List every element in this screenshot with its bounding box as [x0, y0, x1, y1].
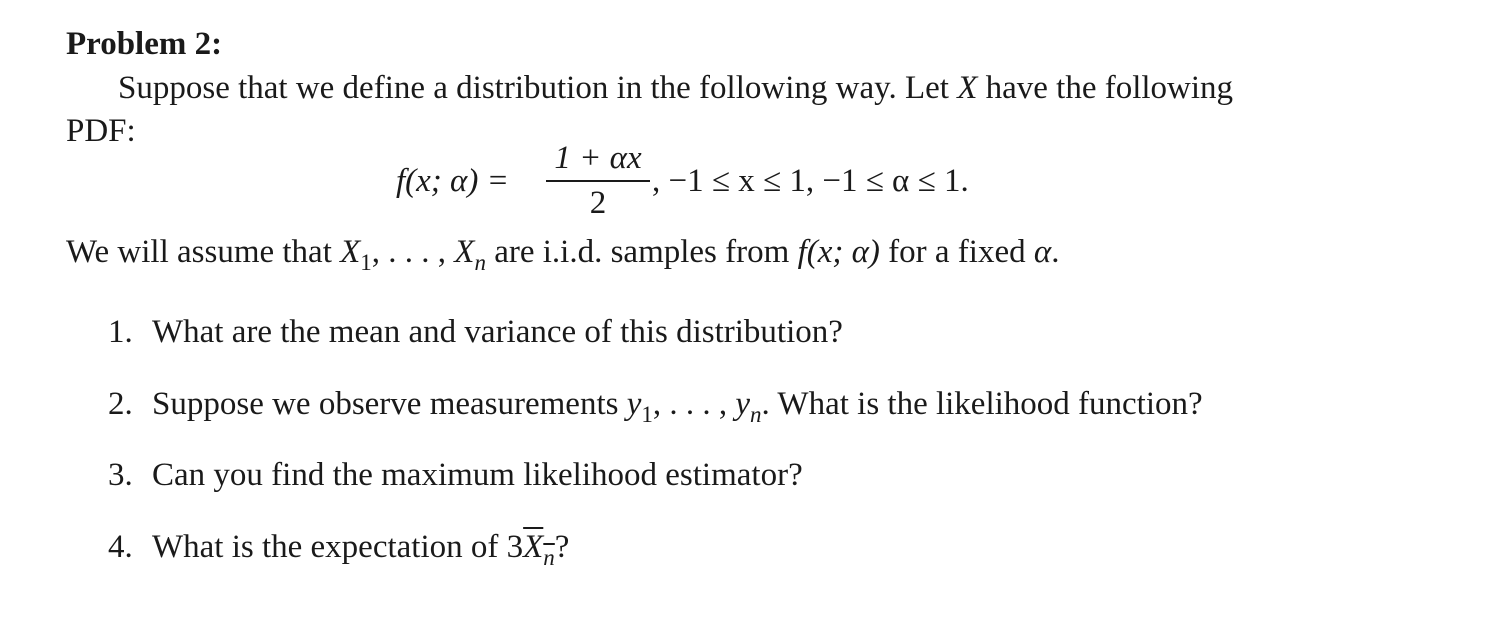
question-text-b: . What is the likelihood function?	[761, 386, 1203, 422]
question-text: What are the mean and variance of this distribution?	[152, 314, 843, 350]
variable-alpha: α	[1033, 234, 1052, 270]
equation-fraction	[546, 140, 650, 220]
equation-lhs: f(x; α) =	[396, 163, 509, 199]
question-number: 3.	[108, 457, 133, 493]
question-item-3	[108, 459, 803, 492]
question-text-a: Suppose we observe measurements	[152, 386, 627, 422]
question-text: Can you find the maximum likelihood estimator?	[152, 457, 803, 493]
question-text-a: What is the expectation of 3	[152, 529, 524, 565]
sample-mean	[523, 529, 555, 570]
question-item-1	[108, 316, 843, 349]
equation-rhs: , −1 ≤ x ≤ 1, −1 ≤ α ≤ 1.	[652, 163, 969, 199]
intro-line-1	[118, 72, 1233, 105]
pdf-reference: f(x; α)	[797, 234, 880, 270]
variable-x-bar: X	[523, 529, 544, 565]
intro-text-b: have the following	[977, 70, 1234, 106]
variable-x: X	[957, 70, 978, 106]
fraction-bar	[546, 180, 650, 182]
assumption-text-c: for a fixed	[879, 234, 1034, 270]
question-text-b: ?	[554, 529, 570, 565]
ellipsis: , . . . ,	[652, 386, 736, 422]
intro-text-a: Suppose that we define a distribution in the following way. Let	[118, 70, 958, 106]
variable-y1: y	[626, 386, 642, 422]
ellipsis: , . . . ,	[371, 234, 455, 270]
fraction-numerator: 1 + αx	[554, 140, 642, 176]
variable-x1: X	[340, 234, 361, 270]
subscript-n: n	[474, 250, 486, 275]
question-number: 1.	[108, 314, 133, 350]
subscript-n: n	[543, 545, 555, 570]
question-item-4	[108, 529, 570, 570]
fraction-denominator: 2	[589, 185, 607, 221]
subscript-1: 1	[641, 402, 653, 427]
assumption-text-a: We will assume that	[66, 234, 341, 270]
question-number: 4.	[108, 529, 133, 565]
question-number: 2.	[108, 386, 133, 422]
assumption-text-b: are i.i.d. samples from	[485, 234, 798, 270]
subscript-1: 1	[360, 250, 372, 275]
intro-line-2: PDF:	[66, 113, 136, 149]
problem-title: Problem 2:	[66, 26, 223, 62]
assumption-text-d: .	[1051, 234, 1060, 270]
variable-xn: X	[454, 234, 475, 270]
variable-yn: y	[735, 386, 751, 422]
assumption-line	[66, 234, 1060, 275]
subscript-n: n	[750, 402, 762, 427]
question-item-2	[108, 386, 1203, 427]
